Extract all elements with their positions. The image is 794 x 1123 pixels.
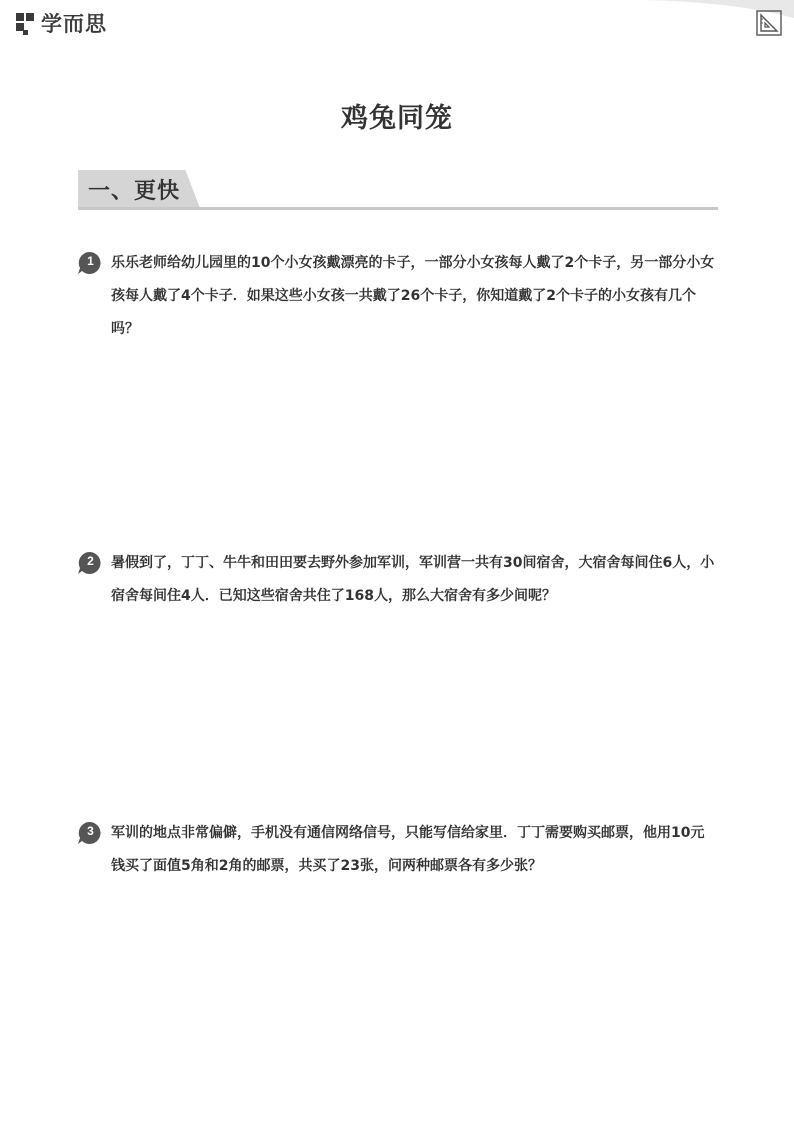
question-text: 暑假到了，丁丁、牛牛和田田要去野外参加军训，军训营一共有30间宿舍，大宿舍每间住6人，小宿舍每间住4人．已知这些宿舍共住了168人，那么大宿舍有多少间呢？ (111, 555, 715, 604)
logo-text: 学而思 (41, 12, 107, 36)
logo-icon (14, 10, 38, 36)
question-number: 1 (87, 254, 94, 268)
question-1 (78, 247, 718, 346)
section-header (78, 170, 718, 210)
page-title: 鸡兔同笼 (341, 103, 453, 134)
question-number-badge (78, 251, 102, 275)
question-text: 乐乐老师给幼儿园里的10个小女孩戴漂亮的卡子，一部分小女孩每人戴了2个卡子，另一部分小女孩每人戴了4个卡子．如果这些小女孩一共戴了26个卡子，你知道戴了2个卡子的小女孩有几个吗？ (111, 255, 715, 337)
section-label: 一、更快 (88, 179, 181, 204)
question-text: 军训的地点非常偏僻，手机没有通信网络信号，只能写信给家里．丁丁需要购买邮票，他用10元钱买了面值5角和2角的邮票，共买了23张，问两种邮票各有多少张？ (111, 825, 705, 874)
question-2 (78, 547, 718, 613)
section-underline (78, 207, 718, 210)
question-number-badge (78, 821, 102, 845)
question-number: 2 (87, 554, 94, 568)
logo (14, 8, 107, 38)
question-3 (78, 817, 718, 883)
question-number-badge (78, 551, 102, 575)
question-number: 3 (87, 824, 94, 838)
ruler-triangle-icon (756, 10, 782, 36)
